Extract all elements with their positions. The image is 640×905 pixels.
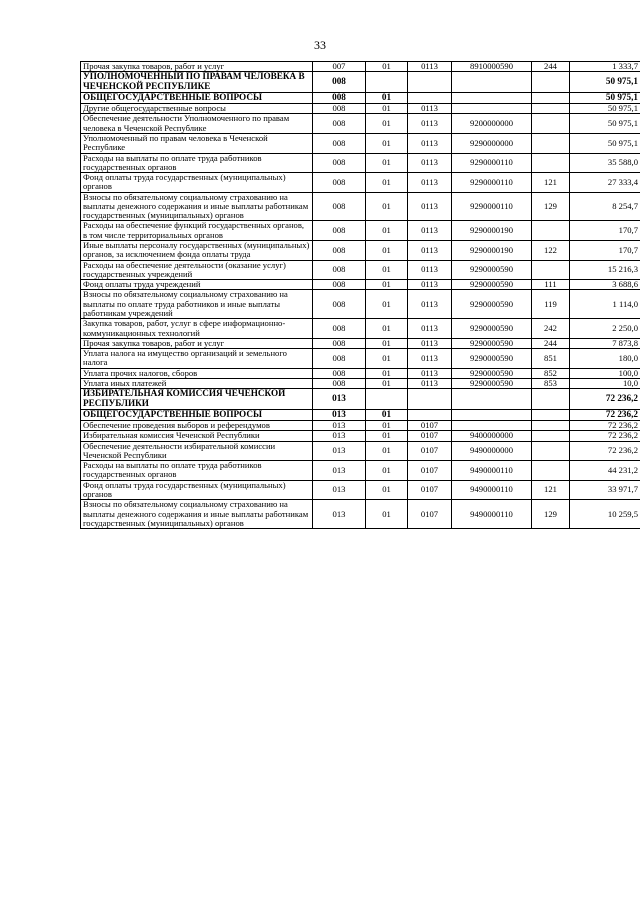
cell-ministry-code: 013	[313, 441, 366, 461]
cell-ministry-code: 008	[313, 338, 366, 348]
cell-section-code: 01	[366, 62, 408, 72]
cell-target-article	[452, 93, 532, 104]
cell-subsection-code	[408, 93, 452, 104]
cell-expense-type	[532, 461, 570, 481]
cell-section-code: 01	[366, 480, 408, 500]
cell-ministry-code: 013	[313, 431, 366, 441]
cell-name: Фонд оплаты труда государственных (муниципальных) органов	[81, 173, 313, 193]
cell-ministry-code: 013	[313, 421, 366, 431]
cell-name: ОБЩЕГОСУДАРСТВЕННЫЕ ВОПРОСЫ	[81, 93, 313, 104]
cell-section-code: 01	[366, 349, 408, 369]
cell-target-article: 9290000590	[452, 260, 532, 280]
cell-section-code: 01	[366, 290, 408, 319]
cell-amount: 10,0	[570, 378, 640, 388]
cell-section-code: 01	[366, 221, 408, 241]
cell-section-code: 01	[366, 133, 408, 153]
cell-subsection-code: 0113	[408, 133, 452, 153]
cell-name: Другие общегосударственные вопросы	[81, 104, 313, 114]
cell-ministry-code: 008	[313, 104, 366, 114]
cell-name: Уплата налога на имущество организаций и земельного налога	[81, 349, 313, 369]
cell-section-code: 01	[366, 104, 408, 114]
cell-name: Обеспечение проведения выборов и референдумов	[81, 421, 313, 431]
cell-amount: 1 333,7	[570, 62, 640, 72]
cell-section-code: 01	[366, 114, 408, 134]
cell-name: Фонд оплаты труда учреждений	[81, 280, 313, 290]
cell-expense-type	[532, 153, 570, 173]
cell-name: Уплата иных платежей	[81, 378, 313, 388]
cell-target-article: 9290000190	[452, 221, 532, 241]
cell-name: Прочая закупка товаров, работ и услуг	[81, 62, 313, 72]
cell-name: Прочая закупка товаров, работ и услуг	[81, 338, 313, 348]
cell-subsection-code: 0113	[408, 221, 452, 241]
cell-amount: 3 688,6	[570, 280, 640, 290]
cell-target-article: 8910000590	[452, 62, 532, 72]
cell-target-article: 9290000000	[452, 133, 532, 153]
cell-amount: 1 114,0	[570, 290, 640, 319]
cell-subsection-code: 0107	[408, 431, 452, 441]
cell-expense-type	[532, 389, 570, 410]
cell-ministry-code: 008	[313, 378, 366, 388]
cell-target-article: 9290000590	[452, 378, 532, 388]
cell-expense-type	[532, 221, 570, 241]
cell-section-code: 01	[366, 441, 408, 461]
cell-section-code: 01	[366, 173, 408, 193]
cell-section-code: 01	[366, 431, 408, 441]
cell-expense-type	[532, 104, 570, 114]
cell-subsection-code: 0113	[408, 349, 452, 369]
cell-name: Избирательная комиссия Чеченской Республики	[81, 431, 313, 441]
cell-expense-type	[532, 431, 570, 441]
table-row	[81, 280, 640, 290]
cell-name: Обеспечение деятельности избирательной комиссии Чеченской Республики	[81, 441, 313, 461]
cell-name: Расходы на обеспечение функций государственных органов, в том числе территориальных органов	[81, 221, 313, 241]
cell-expense-type: 121	[532, 480, 570, 500]
cell-subsection-code: 0113	[408, 153, 452, 173]
cell-amount: 170,7	[570, 241, 640, 261]
table-row	[81, 62, 640, 72]
cell-ministry-code: 008	[313, 241, 366, 261]
cell-target-article: 9490000110	[452, 461, 532, 481]
cell-ministry-code: 008	[313, 133, 366, 153]
cell-section-code: 01	[366, 260, 408, 280]
cell-name: Обеспечение деятельности Уполномоченного по правам человека в Чеченской Республике	[81, 114, 313, 134]
cell-ministry-code: 008	[313, 114, 366, 134]
cell-target-article: 9290000590	[452, 319, 532, 339]
table-row	[81, 72, 640, 93]
cell-subsection-code: 0113	[408, 368, 452, 378]
table-row	[81, 421, 640, 431]
cell-expense-type: 244	[532, 62, 570, 72]
table-row	[81, 114, 640, 134]
cell-ministry-code: 008	[313, 349, 366, 369]
table-row	[81, 480, 640, 500]
page-number: 33	[314, 38, 326, 52]
cell-subsection-code: 0113	[408, 173, 452, 193]
table-row	[81, 431, 640, 441]
cell-ministry-code: 008	[313, 192, 366, 221]
cell-amount: 7 873,8	[570, 338, 640, 348]
cell-subsection-code: 0113	[408, 104, 452, 114]
cell-name: Уплата прочих налогов, сборов	[81, 368, 313, 378]
cell-subsection-code: 0107	[408, 480, 452, 500]
cell-subsection-code: 0113	[408, 114, 452, 134]
cell-ministry-code: 008	[313, 221, 366, 241]
table-row	[81, 153, 640, 173]
cell-expense-type: 122	[532, 241, 570, 261]
cell-name: Иные выплаты персоналу государственных (муниципальных) органов, за исключением фонда оплаты труда	[81, 241, 313, 261]
cell-amount: 100,0	[570, 368, 640, 378]
table-body	[81, 62, 640, 529]
cell-ministry-code: 008	[313, 173, 366, 193]
cell-expense-type	[532, 441, 570, 461]
cell-name: Расходы на выплаты по оплате труда работников государственных органов	[81, 153, 313, 173]
cell-amount: 50 975,1	[570, 104, 640, 114]
cell-ministry-code: 007	[313, 62, 366, 72]
cell-target-article: 9290000110	[452, 192, 532, 221]
cell-name: ОБЩЕГОСУДАРСТВЕННЫЕ ВОПРОСЫ	[81, 410, 313, 421]
table-row	[81, 221, 640, 241]
cell-ministry-code: 008	[313, 319, 366, 339]
cell-subsection-code	[408, 410, 452, 421]
cell-amount: 35 588,0	[570, 153, 640, 173]
table-row	[81, 378, 640, 388]
cell-subsection-code: 0107	[408, 500, 452, 529]
table-row	[81, 319, 640, 339]
cell-expense-type: 853	[532, 378, 570, 388]
cell-section-code: 01	[366, 421, 408, 431]
cell-ministry-code: 013	[313, 461, 366, 481]
cell-subsection-code: 0107	[408, 461, 452, 481]
cell-expense-type	[532, 410, 570, 421]
cell-target-article: 9400000000	[452, 431, 532, 441]
cell-expense-type: 119	[532, 290, 570, 319]
cell-name: УПОЛНОМОЧЕННЫЙ ПО ПРАВАМ ЧЕЛОВЕКА В ЧЕЧЕНСКОЙ РЕСПУБЛИКЕ	[81, 72, 313, 93]
cell-amount: 72 236,2	[570, 431, 640, 441]
cell-section-code	[366, 72, 408, 93]
cell-amount: 44 231,2	[570, 461, 640, 481]
cell-target-article	[452, 104, 532, 114]
cell-target-article	[452, 389, 532, 410]
cell-ministry-code: 013	[313, 410, 366, 421]
table-row	[81, 441, 640, 461]
cell-ministry-code: 008	[313, 260, 366, 280]
cell-ministry-code: 008	[313, 153, 366, 173]
cell-ministry-code: 013	[313, 389, 366, 410]
cell-ministry-code: 008	[313, 368, 366, 378]
cell-amount: 15 216,3	[570, 260, 640, 280]
cell-subsection-code: 0113	[408, 378, 452, 388]
cell-section-code: 01	[366, 192, 408, 221]
table-row	[81, 173, 640, 193]
cell-name: Расходы на выплаты по оплате труда работников государственных органов	[81, 461, 313, 481]
cell-section-code: 01	[366, 153, 408, 173]
table-row	[81, 410, 640, 421]
cell-expense-type: 111	[532, 280, 570, 290]
cell-subsection-code: 0113	[408, 241, 452, 261]
cell-expense-type: 129	[532, 500, 570, 529]
cell-name: Закупка товаров, работ, услуг в сфере информационно-коммуникационных технологий	[81, 319, 313, 339]
cell-subsection-code: 0113	[408, 290, 452, 319]
table-row	[81, 368, 640, 378]
cell-subsection-code: 0107	[408, 421, 452, 431]
cell-name: Взносы по обязательному социальному страхованию на выплаты денежного содержания и иные выплаты работникам государственных (муниципальных) органов	[81, 192, 313, 221]
cell-subsection-code: 0113	[408, 319, 452, 339]
cell-expense-type	[532, 133, 570, 153]
cell-name: Уполномоченный по правам человека в Чеченской Республике	[81, 133, 313, 153]
cell-subsection-code: 0107	[408, 441, 452, 461]
cell-section-code: 01	[366, 93, 408, 104]
cell-section-code: 01	[366, 500, 408, 529]
cell-section-code: 01	[366, 280, 408, 290]
cell-target-article: 9290000590	[452, 338, 532, 348]
cell-section-code: 01	[366, 378, 408, 388]
cell-amount: 50 975,1	[570, 93, 640, 104]
cell-amount: 170,7	[570, 221, 640, 241]
cell-amount: 8 254,7	[570, 192, 640, 221]
cell-section-code: 01	[366, 241, 408, 261]
cell-amount: 72 236,2	[570, 410, 640, 421]
cell-amount: 72 236,2	[570, 421, 640, 431]
cell-subsection-code: 0113	[408, 192, 452, 221]
cell-subsection-code: 0113	[408, 280, 452, 290]
cell-section-code: 01	[366, 368, 408, 378]
table-row	[81, 500, 640, 529]
table-row	[81, 192, 640, 221]
cell-expense-type	[532, 93, 570, 104]
table-row	[81, 133, 640, 153]
cell-ministry-code: 013	[313, 500, 366, 529]
cell-amount: 10 259,5	[570, 500, 640, 529]
cell-target-article: 9290000190	[452, 241, 532, 261]
cell-amount: 72 236,2	[570, 441, 640, 461]
cell-subsection-code	[408, 72, 452, 93]
cell-section-code: 01	[366, 410, 408, 421]
cell-target-article	[452, 410, 532, 421]
cell-expense-type: 121	[532, 173, 570, 193]
cell-amount: 2 250,0	[570, 319, 640, 339]
cell-target-article	[452, 72, 532, 93]
cell-name: Взносы по обязательному социальному страхованию на выплаты денежного содержания и иные выплаты работникам государственных (муниципальных) органов	[81, 500, 313, 529]
table-row	[81, 389, 640, 410]
cell-amount: 50 975,1	[570, 72, 640, 93]
cell-section-code: 01	[366, 461, 408, 481]
table-row	[81, 461, 640, 481]
cell-target-article: 9290000590	[452, 349, 532, 369]
cell-target-article	[452, 421, 532, 431]
cell-ministry-code: 008	[313, 290, 366, 319]
cell-target-article: 9290000590	[452, 368, 532, 378]
cell-subsection-code: 0113	[408, 338, 452, 348]
cell-expense-type: 242	[532, 319, 570, 339]
table-row	[81, 260, 640, 280]
cell-ministry-code: 008	[313, 280, 366, 290]
cell-amount: 50 975,1	[570, 133, 640, 153]
cell-target-article: 9490000110	[452, 500, 532, 529]
cell-target-article: 9490000000	[452, 441, 532, 461]
cell-name: Фонд оплаты труда государственных (муниципальных) органов	[81, 480, 313, 500]
table-row	[81, 290, 640, 319]
cell-expense-type: 851	[532, 349, 570, 369]
cell-section-code: 01	[366, 338, 408, 348]
cell-expense-type: 852	[532, 368, 570, 378]
cell-expense-type	[532, 260, 570, 280]
cell-target-article: 9200000000	[452, 114, 532, 134]
table-row	[81, 104, 640, 114]
cell-subsection-code	[408, 389, 452, 410]
cell-ministry-code: 008	[313, 72, 366, 93]
cell-expense-type	[532, 72, 570, 93]
cell-target-article: 9490000110	[452, 480, 532, 500]
table-row	[81, 241, 640, 261]
cell-name: ИЗБИРАТЕЛЬНАЯ КОМИССИЯ ЧЕЧЕНСКОЙ РЕСПУБЛИКИ	[81, 389, 313, 410]
cell-target-article: 9290000110	[452, 153, 532, 173]
cell-target-article: 9290000590	[452, 280, 532, 290]
cell-section-code	[366, 389, 408, 410]
cell-amount: 27 333,4	[570, 173, 640, 193]
cell-name: Расходы на обеспечение деятельности (оказание услуг) государственных учреждений	[81, 260, 313, 280]
cell-ministry-code: 008	[313, 93, 366, 104]
cell-expense-type: 244	[532, 338, 570, 348]
cell-name: Взносы по обязательному социальному страхованию на выплаты по оплате труда работников и иные выплаты работникам учреждений	[81, 290, 313, 319]
cell-amount: 180,0	[570, 349, 640, 369]
cell-ministry-code: 013	[313, 480, 366, 500]
cell-target-article: 9290000590	[452, 290, 532, 319]
cell-expense-type: 129	[532, 192, 570, 221]
budget-table	[80, 61, 640, 529]
cell-amount: 50 975,1	[570, 114, 640, 134]
table-row	[81, 338, 640, 348]
cell-amount: 33 971,7	[570, 480, 640, 500]
cell-target-article: 9290000110	[452, 173, 532, 193]
cell-expense-type	[532, 114, 570, 134]
cell-subsection-code: 0113	[408, 62, 452, 72]
cell-amount: 72 236,2	[570, 389, 640, 410]
table-row	[81, 349, 640, 369]
cell-section-code: 01	[366, 319, 408, 339]
cell-subsection-code: 0113	[408, 260, 452, 280]
cell-expense-type	[532, 421, 570, 431]
table-row	[81, 93, 640, 104]
